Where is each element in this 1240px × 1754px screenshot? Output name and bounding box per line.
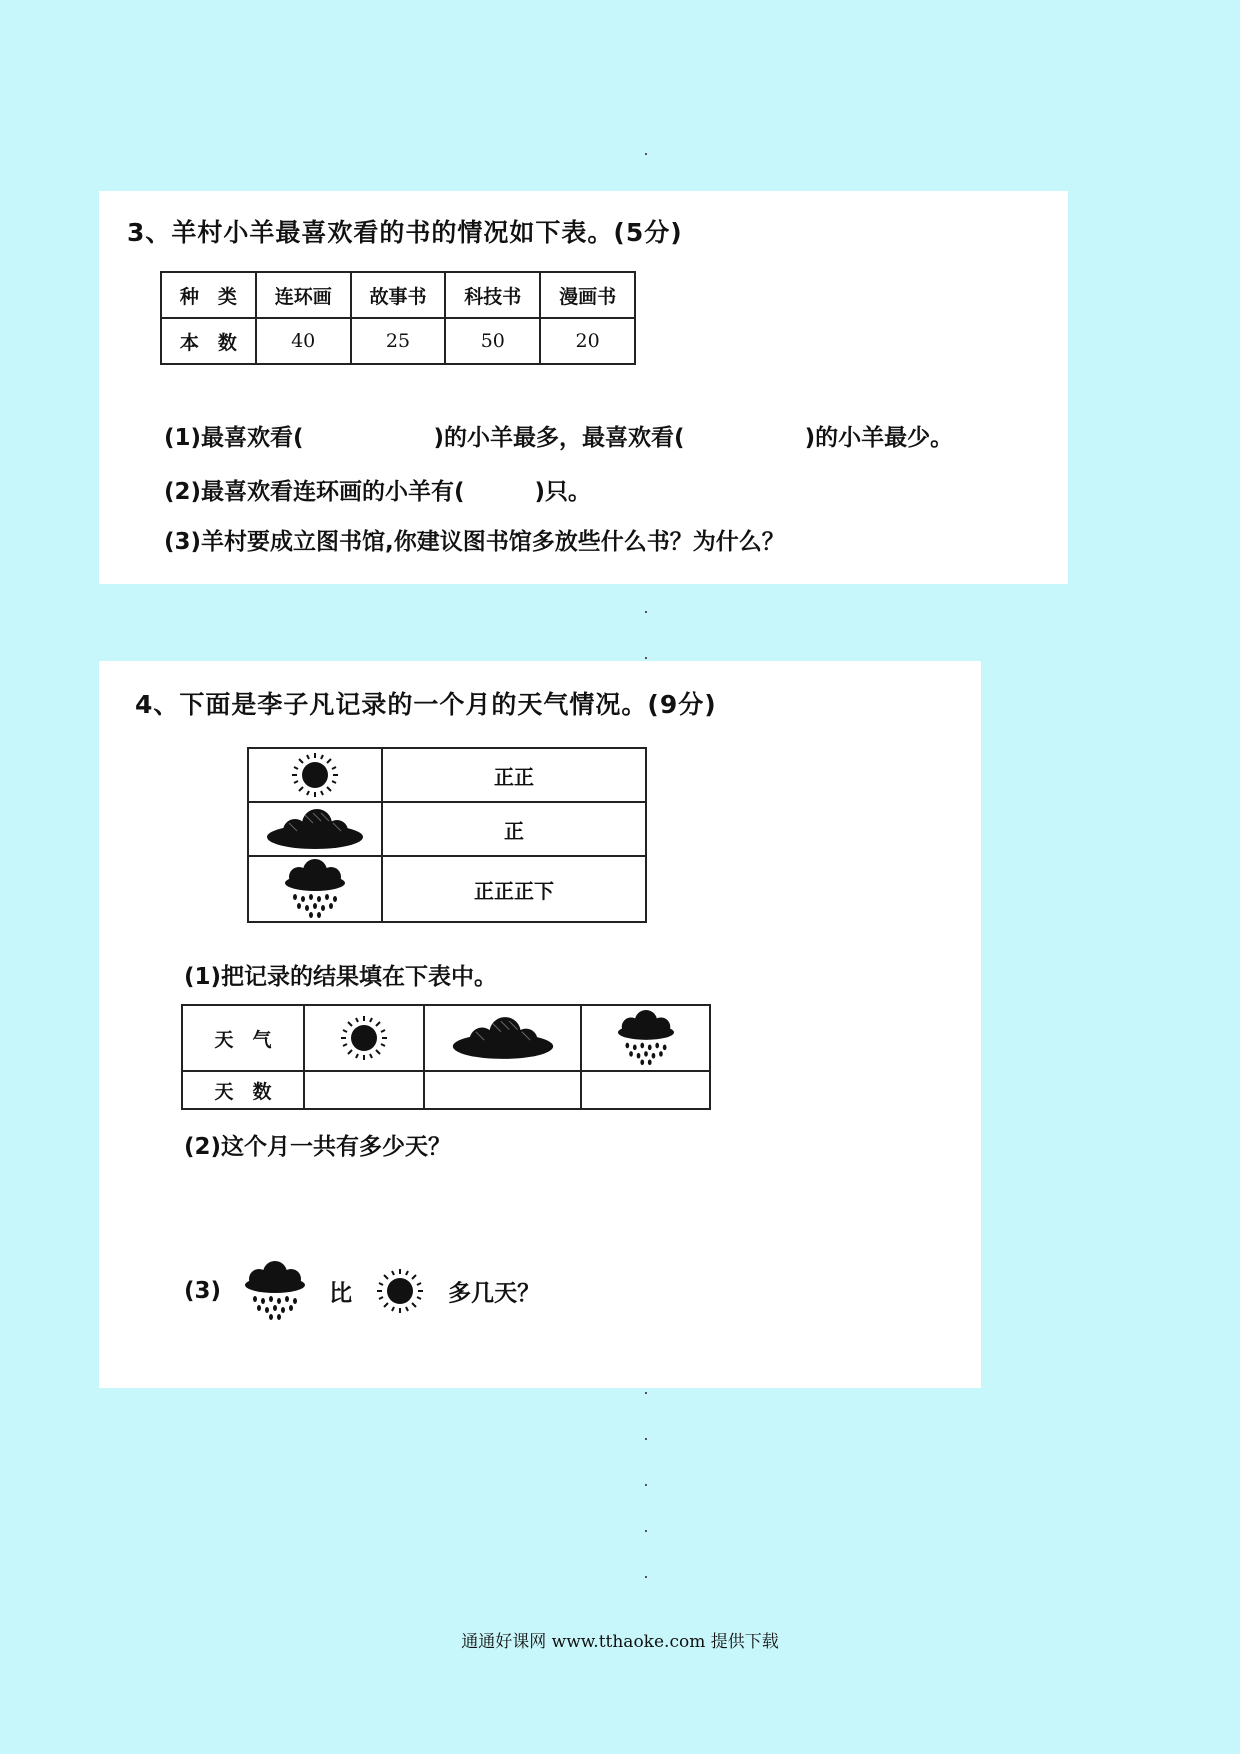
table-header-cell: 连环画	[256, 272, 351, 318]
tally-marks: 正正正下	[382, 856, 646, 922]
dot-marker	[645, 1530, 647, 1532]
dot-marker	[645, 1438, 647, 1440]
table-cell: 50	[445, 318, 540, 364]
table-row	[182, 1005, 710, 1071]
row-label: 天 数	[182, 1071, 304, 1109]
tally-icon-cell	[248, 748, 382, 802]
question-4-sub1: (1)把记录的结果填在下表中。	[184, 964, 498, 990]
cloud-icon	[450, 1015, 556, 1061]
dot-marker	[645, 1576, 647, 1578]
sub3-suffix: 多几天？	[448, 1280, 541, 1307]
sub3-mid: 比	[329, 1280, 353, 1307]
fill-table	[181, 1004, 711, 1110]
table-cell: 25	[351, 318, 446, 364]
table-cell: 40	[256, 318, 351, 364]
tally-icon-cell	[248, 802, 382, 856]
sub2-text-b: )只。	[534, 479, 592, 505]
dot-marker	[645, 611, 647, 613]
footer-text: 通通好课网 www.tthaoke.com 提供下载	[461, 1632, 779, 1652]
rain-icon	[229, 1261, 321, 1321]
row-label: 天 气	[182, 1005, 304, 1071]
table-header-cell: 种 类	[161, 272, 256, 318]
table-header-cell: 漫画书	[540, 272, 635, 318]
sub3-prefix: (3)	[184, 1278, 222, 1304]
table-cell: 本 数	[161, 318, 256, 364]
question-4-title: 4、下面是李子凡记录的一个月的天气情况。(9分)	[135, 690, 717, 719]
question-4-sub2: (2)这个月一共有多少天？	[184, 1134, 452, 1160]
dot-marker	[645, 1392, 647, 1394]
weather-icon-cell	[581, 1005, 710, 1071]
weather-icon-cell	[304, 1005, 424, 1071]
sub1-text-b: )的小羊最多，最喜欢看(	[433, 425, 685, 451]
sun-icon	[360, 1261, 440, 1321]
sun-icon	[324, 1013, 404, 1063]
answer-cell[interactable]	[304, 1071, 424, 1109]
question-3-panel	[99, 191, 1068, 584]
dot-marker	[645, 153, 647, 155]
tally-table	[247, 747, 647, 923]
table-cell: 20	[540, 318, 635, 364]
dot-marker	[645, 1484, 647, 1486]
sub1-text-c: )的小羊最少。	[804, 425, 954, 451]
question-4-sub3	[184, 1261, 540, 1321]
question-4-panel	[99, 661, 981, 1388]
rain-icon	[603, 1010, 689, 1066]
table-header-cell: 故事书	[351, 272, 446, 318]
answer-cell[interactable]	[424, 1071, 581, 1109]
question-3-sub2	[164, 473, 591, 506]
answer-cell[interactable]	[581, 1071, 710, 1109]
question-3-sub3: (3)羊村要成立图书馆,你建议图书馆多放些什么书？为什么？	[164, 529, 785, 555]
table-row	[161, 272, 635, 318]
dot-marker	[645, 657, 647, 659]
table-row	[182, 1071, 710, 1109]
rain-icon	[269, 859, 361, 919]
sub1-text-a: (1)最喜欢看(	[164, 425, 304, 451]
table-row	[248, 856, 646, 922]
tally-marks: 正正	[382, 748, 646, 802]
weather-icon-cell	[424, 1005, 581, 1071]
book-table	[160, 271, 636, 365]
sun-icon	[275, 750, 355, 800]
tally-marks: 正	[382, 802, 646, 856]
table-row	[161, 318, 635, 364]
table-row	[248, 748, 646, 802]
table-row	[248, 802, 646, 856]
cloud-icon	[265, 807, 365, 851]
question-3-sub1	[164, 419, 953, 452]
sub2-text-a: (2)最喜欢看连环画的小羊有(	[164, 479, 465, 505]
question-3-title: 3、羊村小羊最喜欢看的书的情况如下表。(5分)	[127, 218, 683, 247]
table-header-cell: 科技书	[445, 272, 540, 318]
tally-icon-cell	[248, 856, 382, 922]
